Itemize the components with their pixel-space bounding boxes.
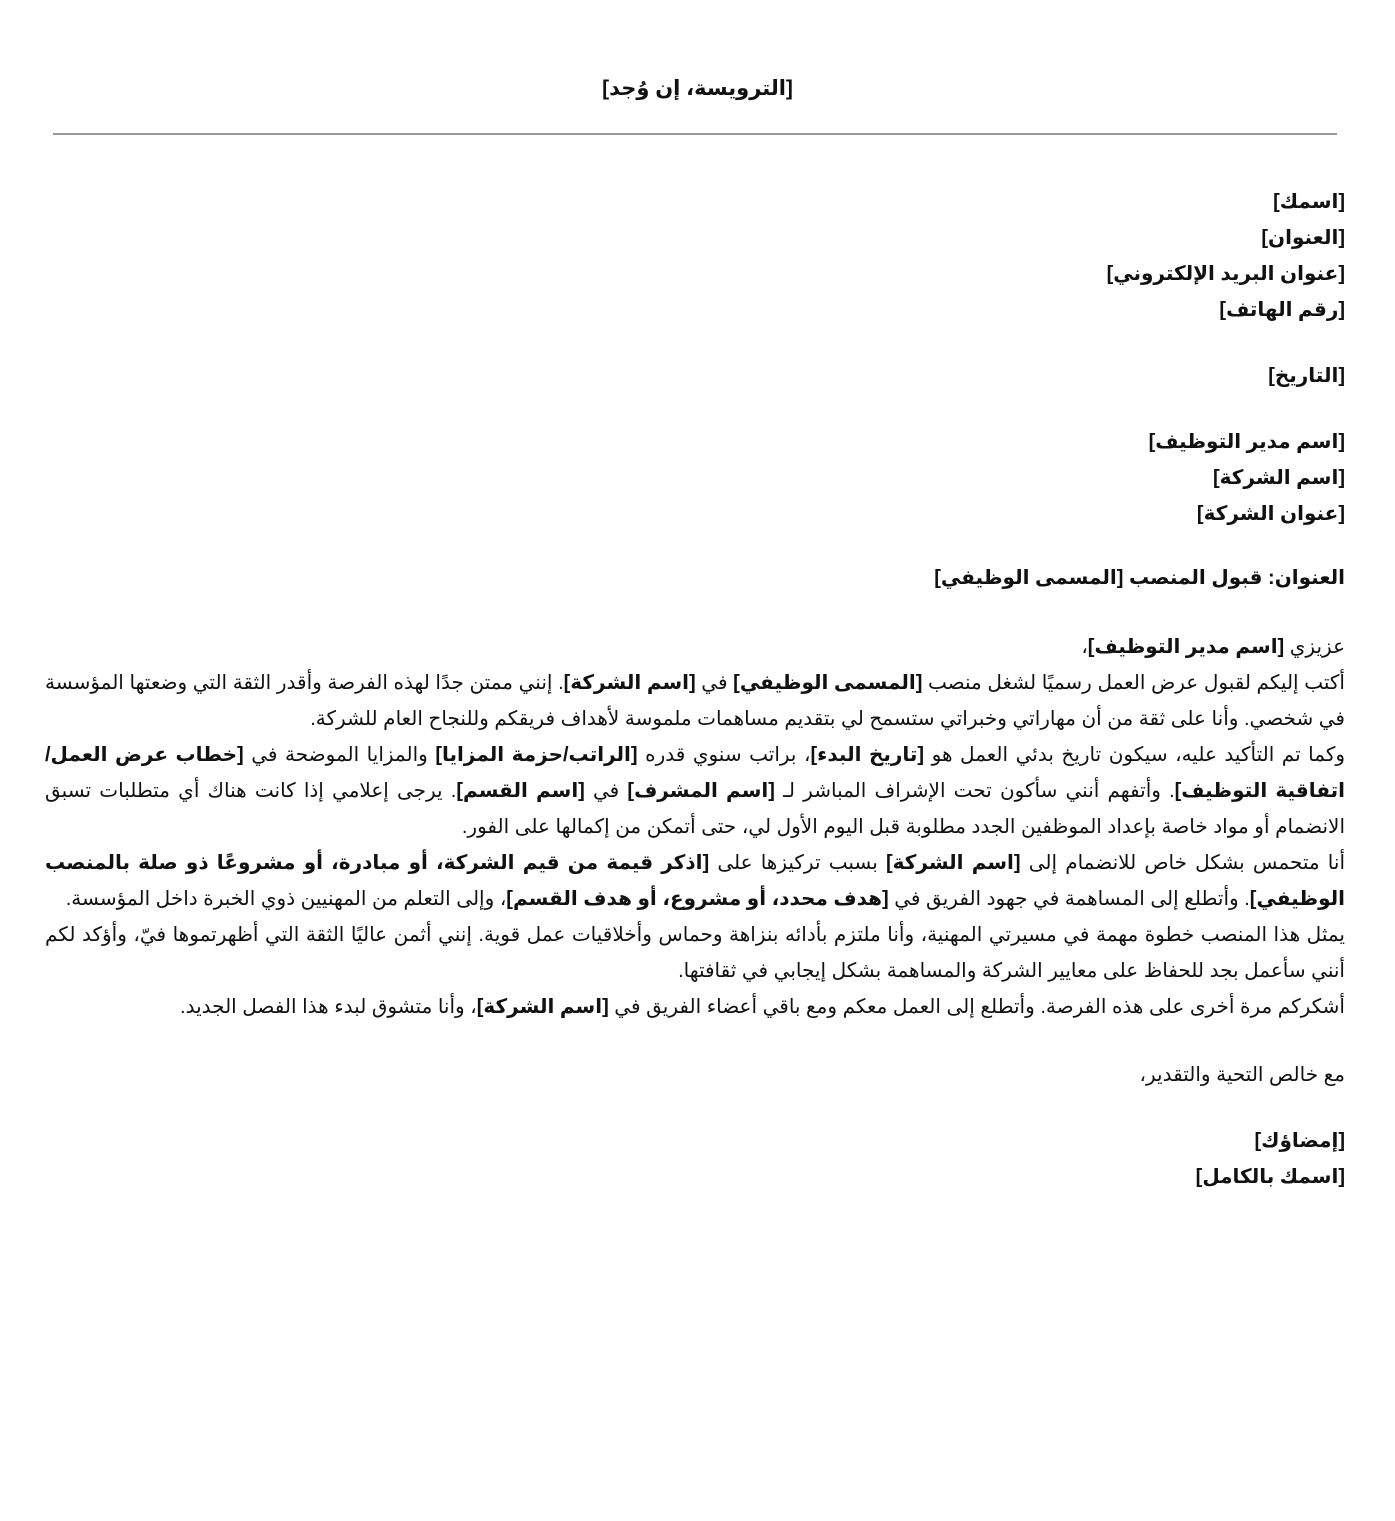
closing: مع خالص التحية والتقدير، <box>1139 1064 1345 1086</box>
paragraph-text: أشكركم مرة أخرى على هذه الفرصة. وأتطلع إلى العمل معكم ومع باقي أعضاء الفريق في <box>608 996 1345 1018</box>
paragraph-text: أكتب إليكم لقبول عرض العمل رسميًا لشغل منصب <box>922 672 1345 694</box>
recipient-hiring-manager: [اسم مدير التوظيف] <box>1148 431 1345 453</box>
paragraph-text: يمثل هذا المنصب خطوة مهمة في مسيرتي المهنية، وأنا ملتزم بأدائه بنزاهة وحماس وأخلاقيات عمل قوية. إنني أثمن عاليًا الثقة التي أظهرتموها فيّ، وأؤكد لكم أنني سأعمل بجد للحفاظ على معايير الشركة والمساهمة بشكل إيجابي في ثقافتها. <box>45 924 1345 982</box>
salutation-suffix: ، <box>1081 636 1088 658</box>
recipient-company-address: [عنوان الشركة] <box>1196 503 1345 525</box>
paragraph-text: ، وأنا متشوق لبدء هذا الفصل الجديد. <box>180 996 477 1018</box>
placeholder-supervisor: [اسم المشرف] <box>627 780 775 802</box>
placeholder-company-name: [اسم الشركة] <box>476 996 609 1018</box>
placeholder-company-value: [اذكر قيمة من قيم الشركة، أو مبادرة، أو مشروعًا ذو صلة بالمنصب الوظيفي] <box>45 852 1345 910</box>
salutation-prefix: عزيزي <box>1284 636 1345 658</box>
paragraph-text: في <box>584 780 628 802</box>
signature-full-name: [اسمك بالكامل] <box>1195 1166 1345 1188</box>
placeholder-job-title: [المسمى الوظيفي] <box>733 672 923 694</box>
sender-address: [العنوان] <box>1261 227 1345 249</box>
letter-date: [التاريخ] <box>1268 365 1345 387</box>
letterhead: [الترويسة، إن وُجد] <box>602 77 793 100</box>
paragraph-text: ، براتب سنوي قدره <box>637 744 811 766</box>
placeholder-company-name: [اسم الشركة] <box>563 672 696 694</box>
salutation <box>45 629 1345 665</box>
salutation-name: [اسم مدير التوظيف] <box>1087 636 1285 658</box>
paragraph-text: أنا متحمس بشكل خاص للانضمام إلى <box>1020 852 1345 874</box>
letter-content <box>45 184 1345 1195</box>
sender-name: [اسمك] <box>1273 191 1345 213</box>
placeholder-company-name: [اسم الشركة] <box>885 852 1021 874</box>
spacer <box>45 394 1345 424</box>
paragraph-thanks <box>45 989 1345 1025</box>
placeholder-department: [اسم القسم] <box>456 780 585 802</box>
paragraph-text: والمزايا الموضحة في <box>243 744 436 766</box>
header-divider <box>53 133 1337 135</box>
sender-block <box>45 184 1345 328</box>
paragraph-text: في <box>695 672 734 694</box>
paragraph-text: وكما تم التأكيد عليه، سيكون تاريخ بدئي العمل هو <box>924 744 1346 766</box>
placeholder-team-goal: [هدف محدد، أو مشروع، أو هدف القسم] <box>506 888 889 910</box>
paragraph-text: . يرجى إعلامي إذا كانت هناك أي متطلبات تسبق الانضمام أو مواد خاصة بإعداد الموظفين الجدد مطلوبة قبل اليوم الأول لي، حتى أتمكن من إكمالها على الفور. <box>45 780 1345 838</box>
paragraph-text: ، وإلى التعلم من المهنيين ذوي الخبرة داخل المؤسسة. <box>65 888 507 910</box>
placeholder-start-date: [تاريخ البدء] <box>810 744 925 766</box>
sender-email: [عنوان البريد الإلكتروني] <box>1106 263 1345 285</box>
recipient-block <box>45 424 1345 532</box>
date-block <box>45 358 1345 394</box>
paragraph-text: . وأتفهم أنني سأكون تحت الإشراف المباشر لـ <box>774 780 1175 802</box>
paragraph-text: . وأتطلع إلى المساهمة في جهود الفريق في <box>888 888 1250 910</box>
paragraph-terms <box>45 737 1345 845</box>
recipient-company: [اسم الشركة] <box>1212 467 1345 489</box>
placeholder-offer-letter: [خطاب عرض العمل/اتفاقية التوظيف] <box>45 744 1346 802</box>
spacer <box>45 328 1345 358</box>
paragraph-text: . إنني ممتن جدًا لهذه الفرصة وأقدر الثقة التي وضعتها المؤسسة في شخصي. وأنا على ثقة من أن مهاراتي وخبراتي ستسمح لي بتقديم مساهمات ملموسة لأهداف فريقكم وللنجاح العام للشركة. <box>45 672 1345 730</box>
sender-phone: [رقم الهاتف] <box>1219 299 1345 321</box>
signature: [إمضاؤك] <box>1254 1130 1345 1152</box>
paragraph-enthusiasm <box>45 845 1345 917</box>
paragraph-text: بسبب تركيزها على <box>709 852 886 874</box>
placeholder-salary: [الراتب/حزمة المزايا] <box>435 744 638 766</box>
paragraph-acceptance <box>45 665 1345 737</box>
signature-block <box>45 1123 1345 1195</box>
paragraph-commitment <box>45 917 1345 989</box>
subject-line: العنوان: قبول المنصب [المسمى الوظيفي] <box>934 567 1345 589</box>
